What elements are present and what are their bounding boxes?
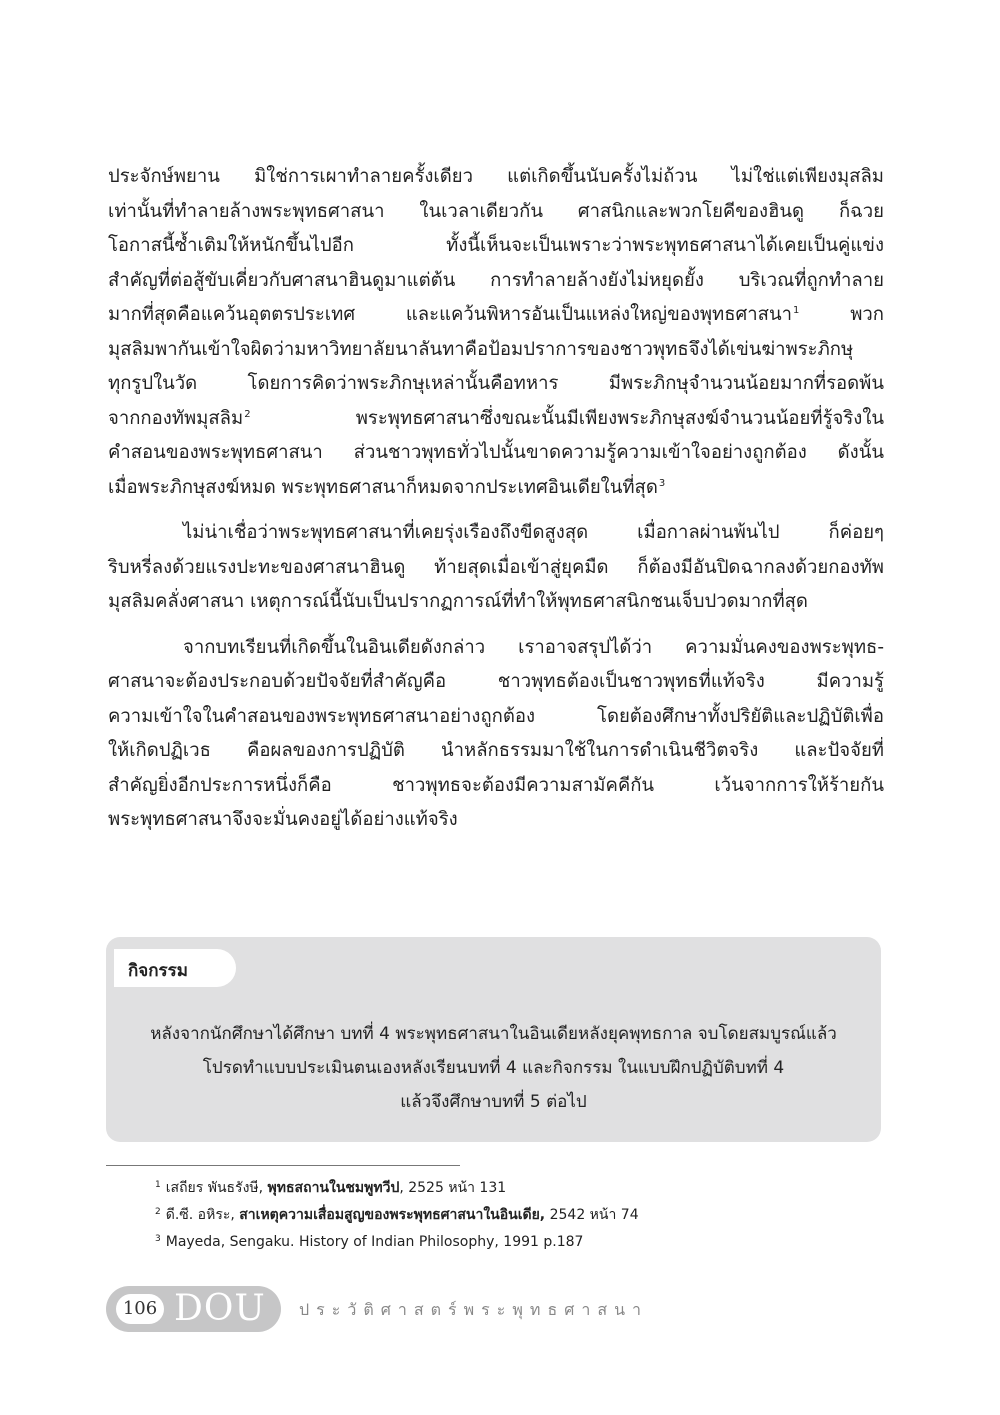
footnote-citation: Mayeda, Sengaku. History of Indian Philosophy, 1991 p.187 bbox=[165, 1234, 584, 1250]
footnote-3 bbox=[154, 1229, 639, 1256]
activity-title: กิจกรรม bbox=[128, 961, 189, 981]
activity-line: หลังจากนักศึกษาได้ศึกษา บทที่ 4 พระพุทธศาสนาในอินเดียหลังยุคพุทธกาล จบโดยสมบูรณ์แล้ว bbox=[150, 1024, 837, 1044]
text-line bbox=[108, 402, 884, 437]
footnote-1 bbox=[154, 1175, 639, 1202]
activity-line: โปรดทำแบบประเมินตนเองหลังเรียนบทที่ 4 และกิจกรรม ในแบบฝึกปฏิบัติบทที่ 4 bbox=[202, 1058, 785, 1078]
footnote-citation: 2542 หน้า 74 bbox=[545, 1207, 639, 1223]
footnote-2 bbox=[154, 1202, 639, 1229]
text-line: มุสลิมคลั่งศาสนา เหตุการณ์นี้นับเป็นปรากฏการณ์ที่ทำให้พุทธศาสนิกชนเจ็บปวดมากที่สุด bbox=[108, 591, 808, 612]
footnote-number: 1 bbox=[155, 1180, 161, 1190]
paragraph-2 bbox=[108, 516, 884, 620]
text-line: สำคัญที่ต่อสู้ขับเคี่ยวกับศาสนาฮินดูมาแต่ต้น การทำลายล้างยังไม่หยุดยั้ง บริเวณที่ถูกทำลาย bbox=[108, 269, 884, 291]
text-line bbox=[108, 471, 884, 506]
text-span: เมื่อพระภิกษุสงฆ์หมด พระพุทธศาสนาก็หมดจากประเทศอินเดียในที่สุด bbox=[108, 476, 658, 498]
activity-instructions bbox=[106, 1017, 881, 1119]
activity-box bbox=[106, 937, 881, 1142]
text-span: พระพุทธศาสนาซึ่งขณะนั้นมีเพียงพระภิกษุสงฆ์จำนวนน้อยที่รู้จริงใน bbox=[355, 407, 884, 429]
paragraph-1 bbox=[108, 160, 884, 505]
text-span: พวก bbox=[850, 304, 884, 325]
footnote-book-title: สาเหตุความเสื่อมสูญของพระพุทธศาสนาในอินเดีย, bbox=[239, 1207, 546, 1223]
text-line: ความเข้าใจในคำสอนของพระพุทธศาสนาอย่างถูกต้อง โดยต้องศึกษาทั้งปริยัติและปฏิบัติเพื่อ bbox=[108, 705, 884, 727]
footnote-mark[interactable]: 1 bbox=[793, 305, 800, 316]
text-line: มุสลิมพากันเข้าใจผิดว่ามหาวิทยาลัยนาลันทาคือป้อมปราการของชาวพุทธจึงได้เข่นฆ่าพระภิกษุ bbox=[108, 338, 854, 360]
text-span: จากกองทัพมุสลิม bbox=[108, 407, 244, 429]
text-line: เท่านั้นที่ทำลายล้างพระพุทธศาสนา ในเวลาเดียวกัน ศาสนิกและพวกโยคีของฮินดู ก็ฉวย bbox=[108, 200, 884, 222]
text-line: ทุกรูปในวัด โดยการคิดว่าพระภิกษุเหล่านั้นคือทหาร มีพระภิกษุจำนวนน้อยมากที่รอดพ้น bbox=[108, 373, 884, 394]
footnote-book-title: พุทธสถานในชมพูทวีป bbox=[267, 1180, 400, 1196]
page-number: 106 bbox=[116, 1294, 164, 1324]
text-line: ศาสนาจะต้องประกอบด้วยปัจจัยที่สำคัญคือ ชาวพุทธต้องเป็นชาวพุทธที่แท้จริง มีความรู้ bbox=[108, 671, 884, 692]
footnote-number: 2 bbox=[155, 1207, 161, 1217]
text-line bbox=[108, 298, 884, 333]
text-line: ให้เกิดปฏิเวธ คือผลของการปฏิบัติ นำหลักธรรมมาใช้ในการดำเนินชีวิตจริง และปัจจัยที่ bbox=[108, 740, 884, 761]
footnote-author: เสถียร พันธรังษี, bbox=[165, 1180, 268, 1196]
text-line: ริบหรี่ลงด้วยแรงปะทะของศาสนาฮินดู ท้ายสุดเมื่อเข้าสู่ยุคมืด ก็ต้องมีอันปิดฉากลงด้วยกองทัพ bbox=[108, 556, 884, 578]
running-footer-title: ประวัติศาสตร์พระพุทธศาสนา bbox=[299, 1300, 649, 1319]
paragraph-3 bbox=[108, 631, 884, 838]
footnote-mark[interactable]: 2 bbox=[244, 408, 251, 420]
text-line: จากบทเรียนที่เกิดขึ้นในอินเดียดังกล่าว เราอาจสรุปได้ว่า ความมั่นคงของพระพุทธ- bbox=[183, 636, 884, 658]
footnote-mark[interactable]: 3 bbox=[658, 477, 666, 489]
text-line: พระพุทธศาสนาจึงจะมั่นคงอยู่ได้อย่างแท้จริง bbox=[108, 809, 458, 830]
footer-badge bbox=[106, 1286, 281, 1332]
text-line: คำสอนของพระพุทธศาสนา ส่วนชาวพุทธทั่วไปนั้นขาดความรู้ความเข้าใจอย่างถูกต้อง ดังนั้น bbox=[108, 442, 884, 463]
text-line: ไม่น่าเชื่อว่าพระพุทธศาสนาที่เคยรุ่งเรืองถึงขีดสูงสุด เมื่อกาลผ่านพ้นไป ก็ค่อยๆ bbox=[183, 522, 884, 543]
activity-line: แล้วจึงศึกษาบทที่ 5 ต่อไป bbox=[400, 1092, 587, 1112]
text-line: สำคัญยิ่งอีกประการหนึ่งก็คือ ชาวพุทธจะต้องมีความสามัคคีกัน เว้นจากการให้ร้ายกัน bbox=[108, 774, 884, 796]
footnote-author: ดี.ซี. อหิระ, bbox=[165, 1207, 240, 1223]
footnote-citation: , 2525 หน้า 131 bbox=[399, 1180, 507, 1196]
text-line: โอกาสนี้ซ้ำเติมให้หนักขึ้นไปอีก ทั้งนี้เห็นจะเป็นเพราะว่าพระพุทธศาสนาได้เคยเป็นคู่แข่ง bbox=[108, 235, 884, 256]
footnotes bbox=[154, 1175, 639, 1256]
text-line: ประจักษ์พยาน มิใช่การเผาทำลายครั้งเดียว แต่เกิดขึ้นนับครั้งไม่ถ้วน ไม่ใช่แต่เพียงมุสลิม bbox=[108, 166, 884, 187]
dou-logo: DOU bbox=[174, 1288, 266, 1329]
footnote-number: 3 bbox=[155, 1234, 161, 1244]
footnote-divider bbox=[106, 1165, 460, 1166]
activity-tab bbox=[114, 949, 236, 987]
main-body-text bbox=[108, 160, 884, 849]
text-span: มากที่สุดคือแคว้นอุตตรประเทศ และแคว้นพิหารอันเป็นแหล่งใหญ่ของพุทธศาสนา bbox=[108, 304, 792, 325]
